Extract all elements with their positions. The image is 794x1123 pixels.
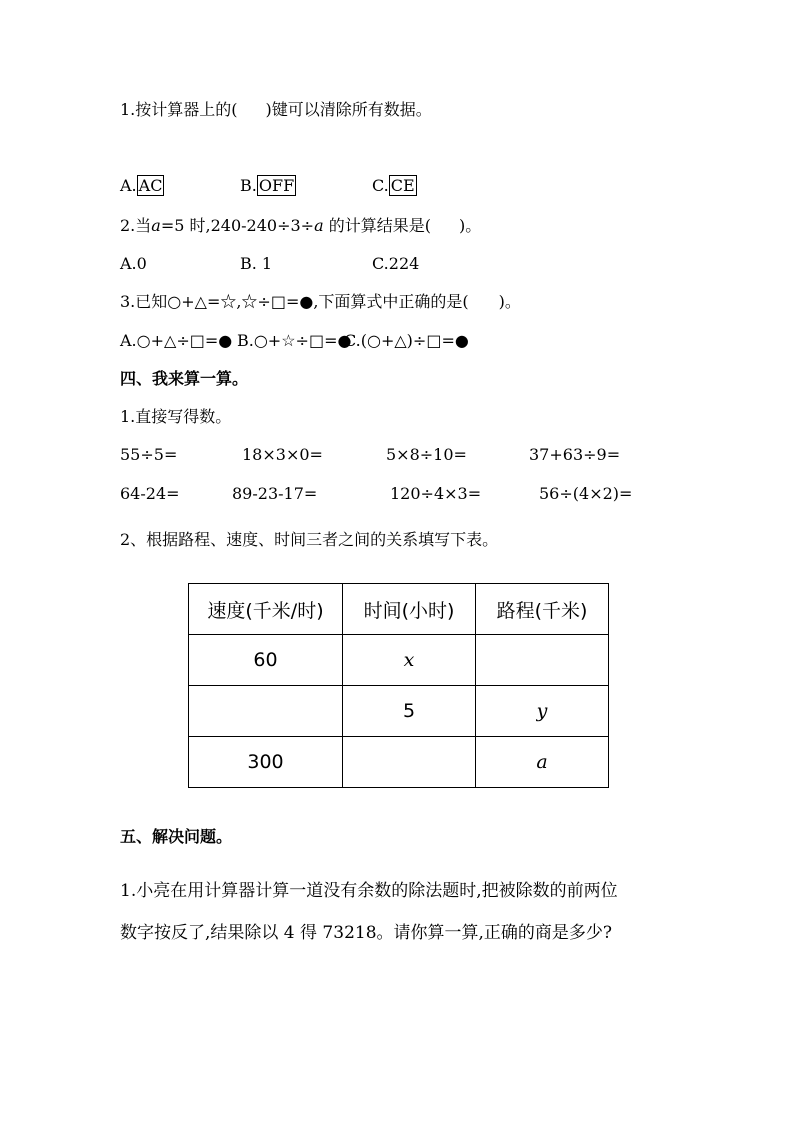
table-cell[interactable]: 60: [189, 635, 343, 686]
section-5-title: 五、解决问题。: [120, 827, 233, 846]
q2-var-a: a: [151, 216, 161, 235]
table-row: [189, 686, 609, 737]
table-cell[interactable]: a: [476, 737, 609, 788]
table-cell[interactable]: [189, 686, 343, 737]
table-header-cell: 路程(千米): [476, 584, 609, 635]
question-2: [120, 216, 481, 236]
q1-option-a-key: AC: [138, 176, 163, 195]
table-header-cell: 时间(小时): [343, 584, 476, 635]
q1-option-c-prefix: C.: [372, 176, 389, 195]
q1-option-b[interactable]: [240, 176, 296, 196]
calc-item: 64-24=: [120, 484, 180, 503]
table-row: [189, 737, 609, 788]
calc-item: 120÷4×3=: [390, 484, 482, 503]
calc-item: 5×8÷10=: [386, 445, 467, 464]
q3-text-a: 3.已知○+△=☆,☆÷□=●,下面算式中正确的是(: [120, 292, 469, 311]
calc-item: 55÷5=: [120, 445, 178, 464]
section-4-sub-2: 2、根据路程、速度、时间三者之间的关系填写下表。: [120, 530, 499, 549]
calc-item: 18×3×0=: [242, 445, 323, 464]
table-cell[interactable]: 300: [189, 737, 343, 788]
q1-option-b-prefix: B.: [240, 176, 257, 195]
section-4-sub-1: 1.直接写得数。: [120, 407, 232, 426]
speed-time-distance-table: [188, 583, 609, 788]
table-header-cell: 速度(千米/时): [189, 584, 343, 635]
q2-suffix: 的计算结果是(: [328, 216, 431, 235]
q3-option-b[interactable]: B.○+☆÷□=●: [237, 331, 352, 350]
table-cell[interactable]: [476, 635, 609, 686]
question-1: [120, 100, 432, 120]
q3-text-b: )。: [498, 292, 521, 311]
section-4-title: 四、我来算一算。: [120, 369, 249, 388]
q2-option-b[interactable]: B. 1: [240, 254, 273, 273]
q3-option-a[interactable]: A.○+△÷□=●: [120, 331, 233, 350]
q1-option-a[interactable]: [120, 176, 164, 196]
calc-item: 56÷(4×2)=: [539, 484, 633, 503]
q3-option-c[interactable]: C.(○+△)÷□=●: [344, 331, 469, 350]
calc-item: 89-23-17=: [232, 484, 318, 503]
q1-option-c-key: CE: [390, 176, 415, 195]
section-5-problem-line-2: 数字按反了,结果除以 4 得 73218。请你算一算,正确的商是多少?: [120, 923, 613, 943]
table-header-row: [189, 584, 609, 635]
table-cell[interactable]: 5: [343, 686, 476, 737]
question-3: [120, 292, 521, 312]
calc-item: 37+63÷9=: [529, 445, 621, 464]
q1-option-b-key: OFF: [258, 176, 295, 195]
table-cell[interactable]: y: [476, 686, 609, 737]
table-row: [189, 635, 609, 686]
q2-close: )。: [458, 216, 482, 235]
q2-option-a[interactable]: A.0: [120, 254, 147, 273]
q1-option-c[interactable]: [372, 176, 417, 196]
q2-prefix: 2.当: [120, 216, 152, 235]
q2-var-b: a: [314, 216, 324, 235]
question-1-text-a: 1.按计算器上的(: [120, 100, 238, 119]
table-cell[interactable]: x: [343, 635, 476, 686]
table-cell[interactable]: [343, 737, 476, 788]
q1-option-a-prefix: A.: [120, 176, 137, 195]
question-1-text-b: )键可以清除所有数据。: [265, 100, 432, 119]
section-5-problem-line-1: 1.小亮在用计算器计算一道没有余数的除法题时,把被除数的前两位: [120, 881, 618, 901]
q2-option-c[interactable]: C.224: [372, 254, 420, 273]
q2-mid: =5 时,240-240÷3÷: [160, 216, 315, 235]
